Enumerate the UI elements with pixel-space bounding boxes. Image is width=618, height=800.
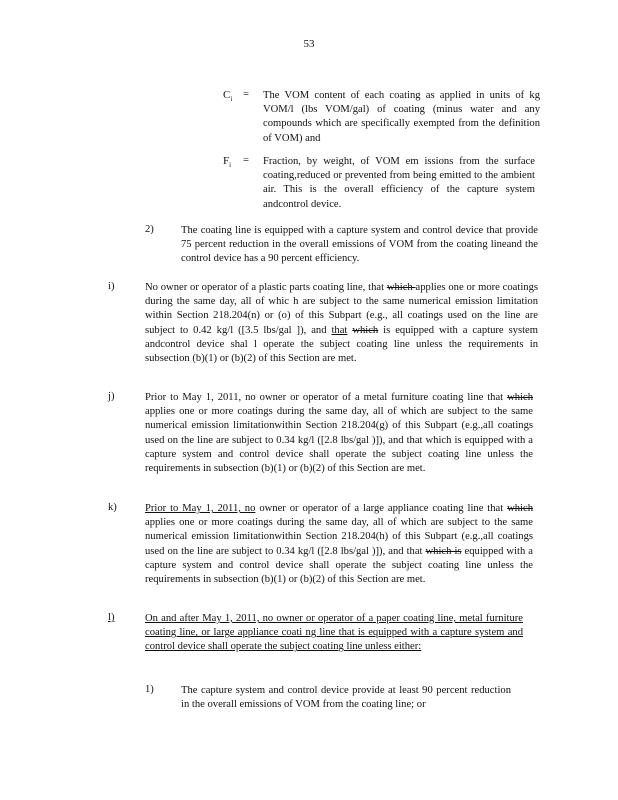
paragraph-j: Prior to May 1, 2011, no owner or operator of a metal furniture coating line that which applies one or more coatings during the same day, all of which are subject to the same numerical emission limitationwithin Section 218.204(g) of this Subpart (e.g.,all coatings used on the line are subject to 0.34 kg/l ([2.8 lbs/gal )]), and that which is equipped with a capture system and control device shall operate the subject coating line unless the requirements in subsection (b)(1) or (b)(2) of this Section are met. [145,392,533,475]
item-label: 1) [145,684,154,695]
symbol-f-i: $F_i$ [223,155,232,170]
symbol-c-i: $C_i$ [223,89,233,104]
definition-f-i: Fraction, by weight, of VOM em issions from the surface coating,reduced or prevented from being emitted to the ambient air. This is the overall efficiency of the capture system andcontrol device. [263,156,535,210]
item-label: 2) [145,224,154,235]
struck-text: which [386,282,416,293]
struck-text: which [507,392,533,403]
page-number: 53 [303,38,315,50]
item-label: l) [108,612,115,623]
struck-text: which is [425,545,462,557]
paragraph-2: The coating line is equipped with a capture system and control device that provide 75 percent reduction in the overall emissions of VOM from the coating lineand the control device has a 90 percent efficiency. [181,225,538,265]
equals-sign: = [243,89,249,100]
struck-text: which [352,324,379,336]
inserted-text: Prior to May 1, 2011, no [145,503,256,514]
inserted-text: that [331,324,348,336]
definition-c-i: The VOM content of each coating as applied in units of kg VOM/l (lbs VOM/gal) of coating (minus water and any compounds which are specifically exempted from the definition of VOM) and [263,90,540,144]
item-label: j) [108,391,115,402]
paragraph-k: Prior to May 1, 2011, no owner or operator of a large appliance coating line that which applies one or more coatings during the same day, all of which are subject to the same numerical emission limitationwithin Section 218.204(h) of this Subpart (e.g.,all coatings used on the line are subject to 0.34 kg/l ([2.8 lbs/gal )]), and that which is equipped with a capture system and control device shall operate the subject coating line unless the requirements in subsection (b)(1) or (b)(2) of this Section are met. [145,503,533,586]
paragraph-l: On and after May 1, 2011, no owner or operator of a paper coating line, metal furniture coating line, or large appliance coati ng line that is equipped with a capture system and control device shall operate the subject coating line unless either: [145,613,523,653]
paragraph-l-1: The capture system and control device provide at least 90 percent reduction in the overall emissions of VOM from the coating line; or [181,685,511,711]
equals-sign: = [243,155,249,166]
paragraph-i: No owner or operator of a plastic parts coating line, that which applies one or more coatings during the same day, all of whic h are subject to the same numerical emission limitation within Section 218.204(n) or (o) of this Subpart (e.g., all coatings used on the line are subject to 0.42 kg/l ([3.5 lbs/gal ]), and that which is equipped with a capture system andcontrol device shal l operate the subject coating line unless the requirements in subsection (b)(1) or (b)(2) of this Section are met. [145,282,538,365]
struck-text: which [507,503,533,514]
item-label: k) [108,502,117,513]
item-label: i) [108,281,115,292]
